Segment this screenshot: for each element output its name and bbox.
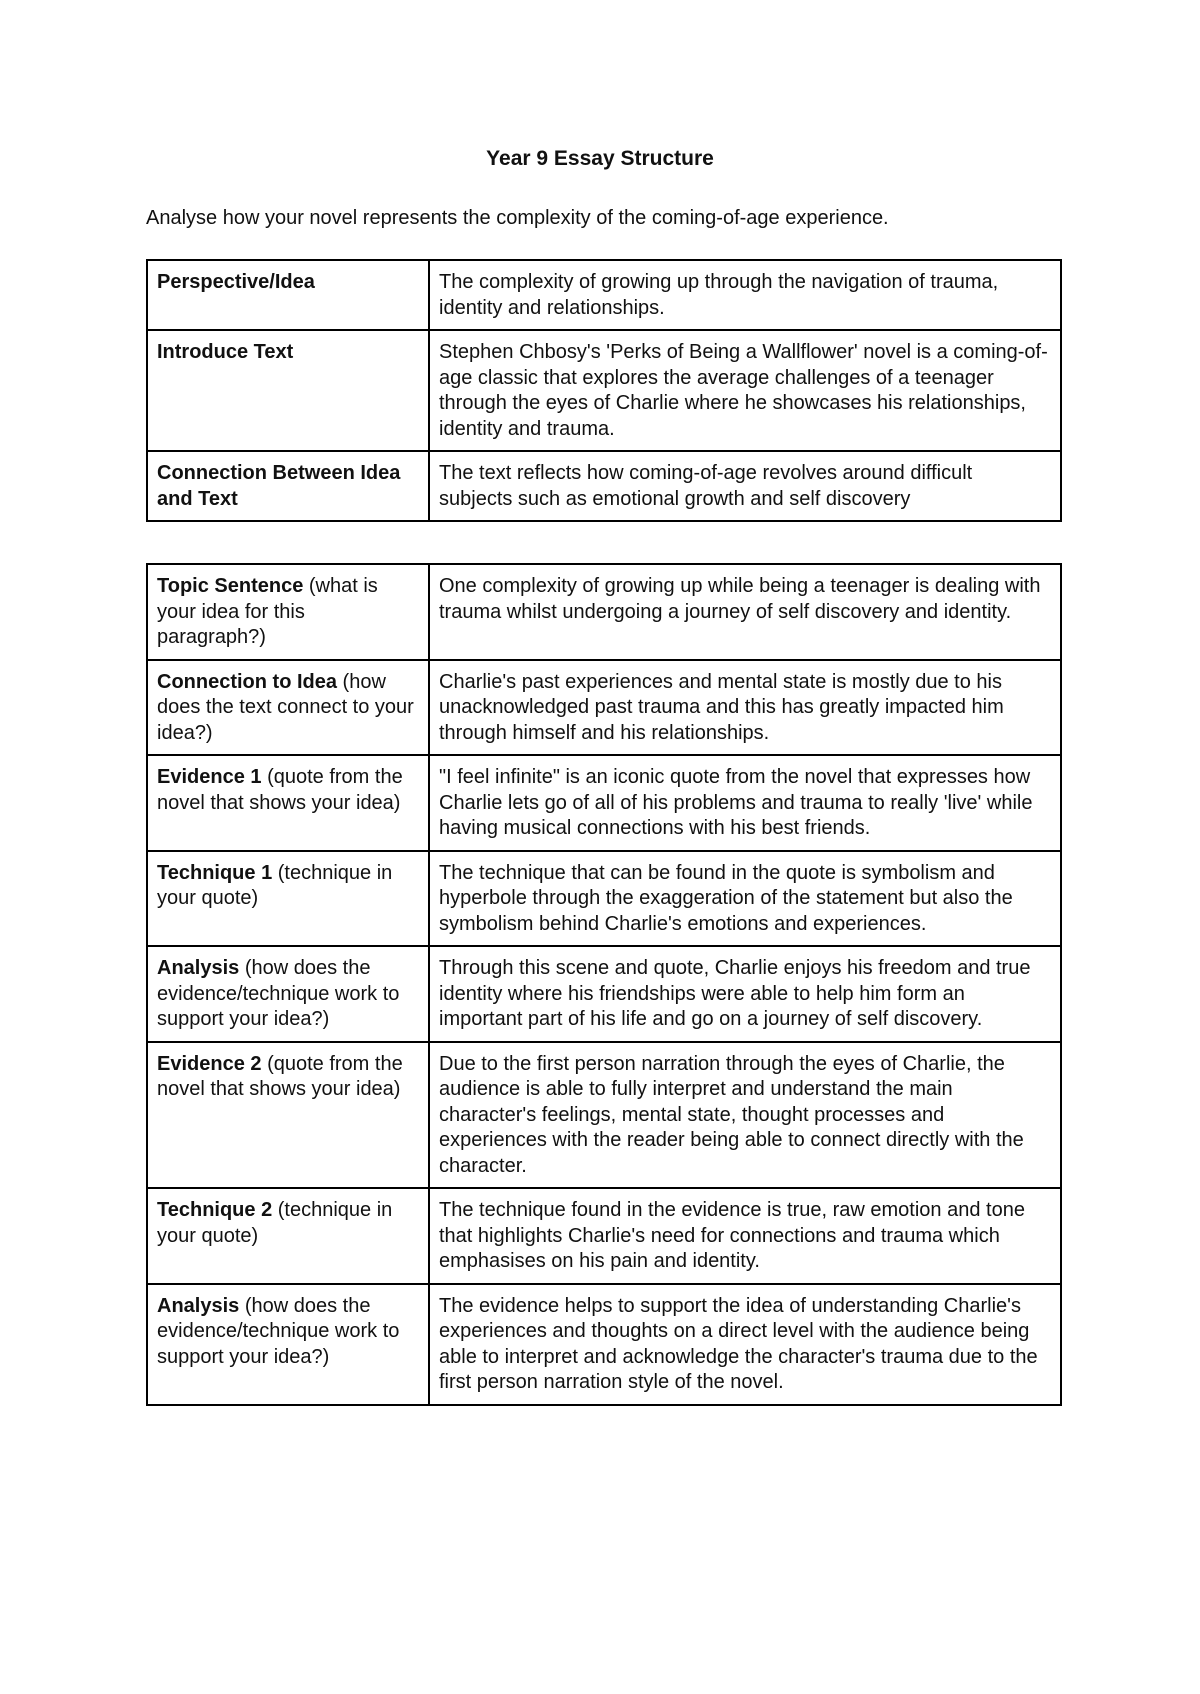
table-row	[147, 1188, 1061, 1284]
row-value: The text reflects how coming-of-age revolves around difficult subjects such as emotional growth and self discovery	[429, 451, 1061, 521]
row-label-term: Technique 1	[157, 861, 273, 884]
intro-table	[146, 259, 1062, 522]
row-value: Through this scene and quote, Charlie enjoys his freedom and true identity where his friendships were able to help him form an important part of his life and go on a journey of self discovery.	[429, 946, 1061, 1042]
row-label	[147, 1188, 429, 1284]
essay-prompt: Analyse how your novel represents the complexity of the coming-of-age experience.	[146, 207, 889, 229]
row-value: Charlie's past experiences and mental state is mostly due to his unacknowledged past trauma and this has greatly impacted him through himself and his relationships.	[429, 660, 1061, 756]
row-label	[147, 660, 429, 756]
row-label: Perspective/Idea	[147, 260, 429, 330]
table-row	[147, 330, 1061, 451]
table-row	[147, 851, 1061, 947]
row-value: Stephen Chbosy's 'Perks of Being a Wallflower' novel is a coming-of-age classic that explores the average challenges of a teenager through the eyes of Charlie where he showcases his relationships, identity and trauma.	[429, 330, 1061, 451]
row-label-hint: (quote from the novel that shows your idea)	[157, 1052, 403, 1100]
row-value: The complexity of growing up through the navigation of trauma, identity and relationships.	[429, 260, 1061, 330]
row-label-term: Evidence 2	[157, 1052, 262, 1075]
row-label-term: Analysis	[157, 957, 240, 979]
table-row	[147, 660, 1061, 756]
table-row	[147, 946, 1061, 1042]
table-row	[147, 755, 1061, 851]
row-label	[147, 1042, 429, 1189]
row-label-hint: (quote from the novel that shows your idea)	[157, 766, 403, 814]
row-label	[147, 1284, 429, 1405]
row-label-term: Evidence 1	[157, 766, 262, 788]
row-label-hint: (what is your idea for this paragraph?)	[157, 575, 378, 648]
row-value: Due to the first person narration through the eyes of Charlie, the audience is able to fully interpret and understand the main character's feelings, mental state, thought processes and experiences with the reader being able to connect directly with the character.	[429, 1042, 1061, 1189]
row-value: "I feel infinite" is an iconic quote from the novel that expresses how Charlie lets go of all of his problems and trauma to really 'live' while having musical connections with his best friends.	[429, 755, 1061, 851]
row-label	[147, 564, 429, 660]
row-label-hint: (how does the text connect to your idea?)	[157, 670, 414, 744]
row-label-term: Analysis	[157, 1294, 240, 1317]
row-label-term: Technique 2	[157, 1199, 273, 1221]
table-row	[147, 1284, 1061, 1405]
row-label	[147, 755, 429, 851]
row-label-hint: (technique in your quote)	[157, 861, 393, 909]
row-value: The technique that can be found in the quote is symbolism and hyperbole through the exaggeration of the statement but also the symbolism behind Charlie's emotions and experiences.	[429, 851, 1061, 947]
table-row	[147, 260, 1061, 330]
row-label-term: Connection to Idea	[157, 670, 337, 693]
table-row	[147, 564, 1061, 660]
document-title: Year 9 Essay Structure	[486, 147, 714, 170]
row-label-hint: (how does the evidence/technique work to support your idea?)	[157, 957, 400, 1030]
row-label-hint: (technique in your quote)	[157, 1199, 393, 1247]
row-value: One complexity of growing up while being a teenager is dealing with trauma whilst undergoing a journey of self discovery and identity.	[429, 564, 1061, 660]
table-row	[147, 1042, 1061, 1189]
row-label	[147, 946, 429, 1042]
row-label-term: Topic Sentence	[157, 575, 304, 597]
row-label: Connection Between Idea and Text	[147, 451, 429, 521]
table-row	[147, 451, 1061, 521]
row-value: The technique found in the evidence is true, raw emotion and tone that highlights Charlie's need for connections and trauma which emphasises on his pain and identity.	[429, 1188, 1061, 1284]
row-value: The evidence helps to support the idea of understanding Charlie's experiences and thoughts on a direct level with the audience being able to interpret and acknowledge the character's trauma due to the first person narration style of the novel.	[429, 1284, 1061, 1405]
paragraph-table	[146, 563, 1062, 1406]
row-label	[147, 851, 429, 947]
row-label: Introduce Text	[147, 330, 429, 451]
row-label-hint: (how does the evidence/technique work to support your idea?)	[157, 1294, 400, 1368]
